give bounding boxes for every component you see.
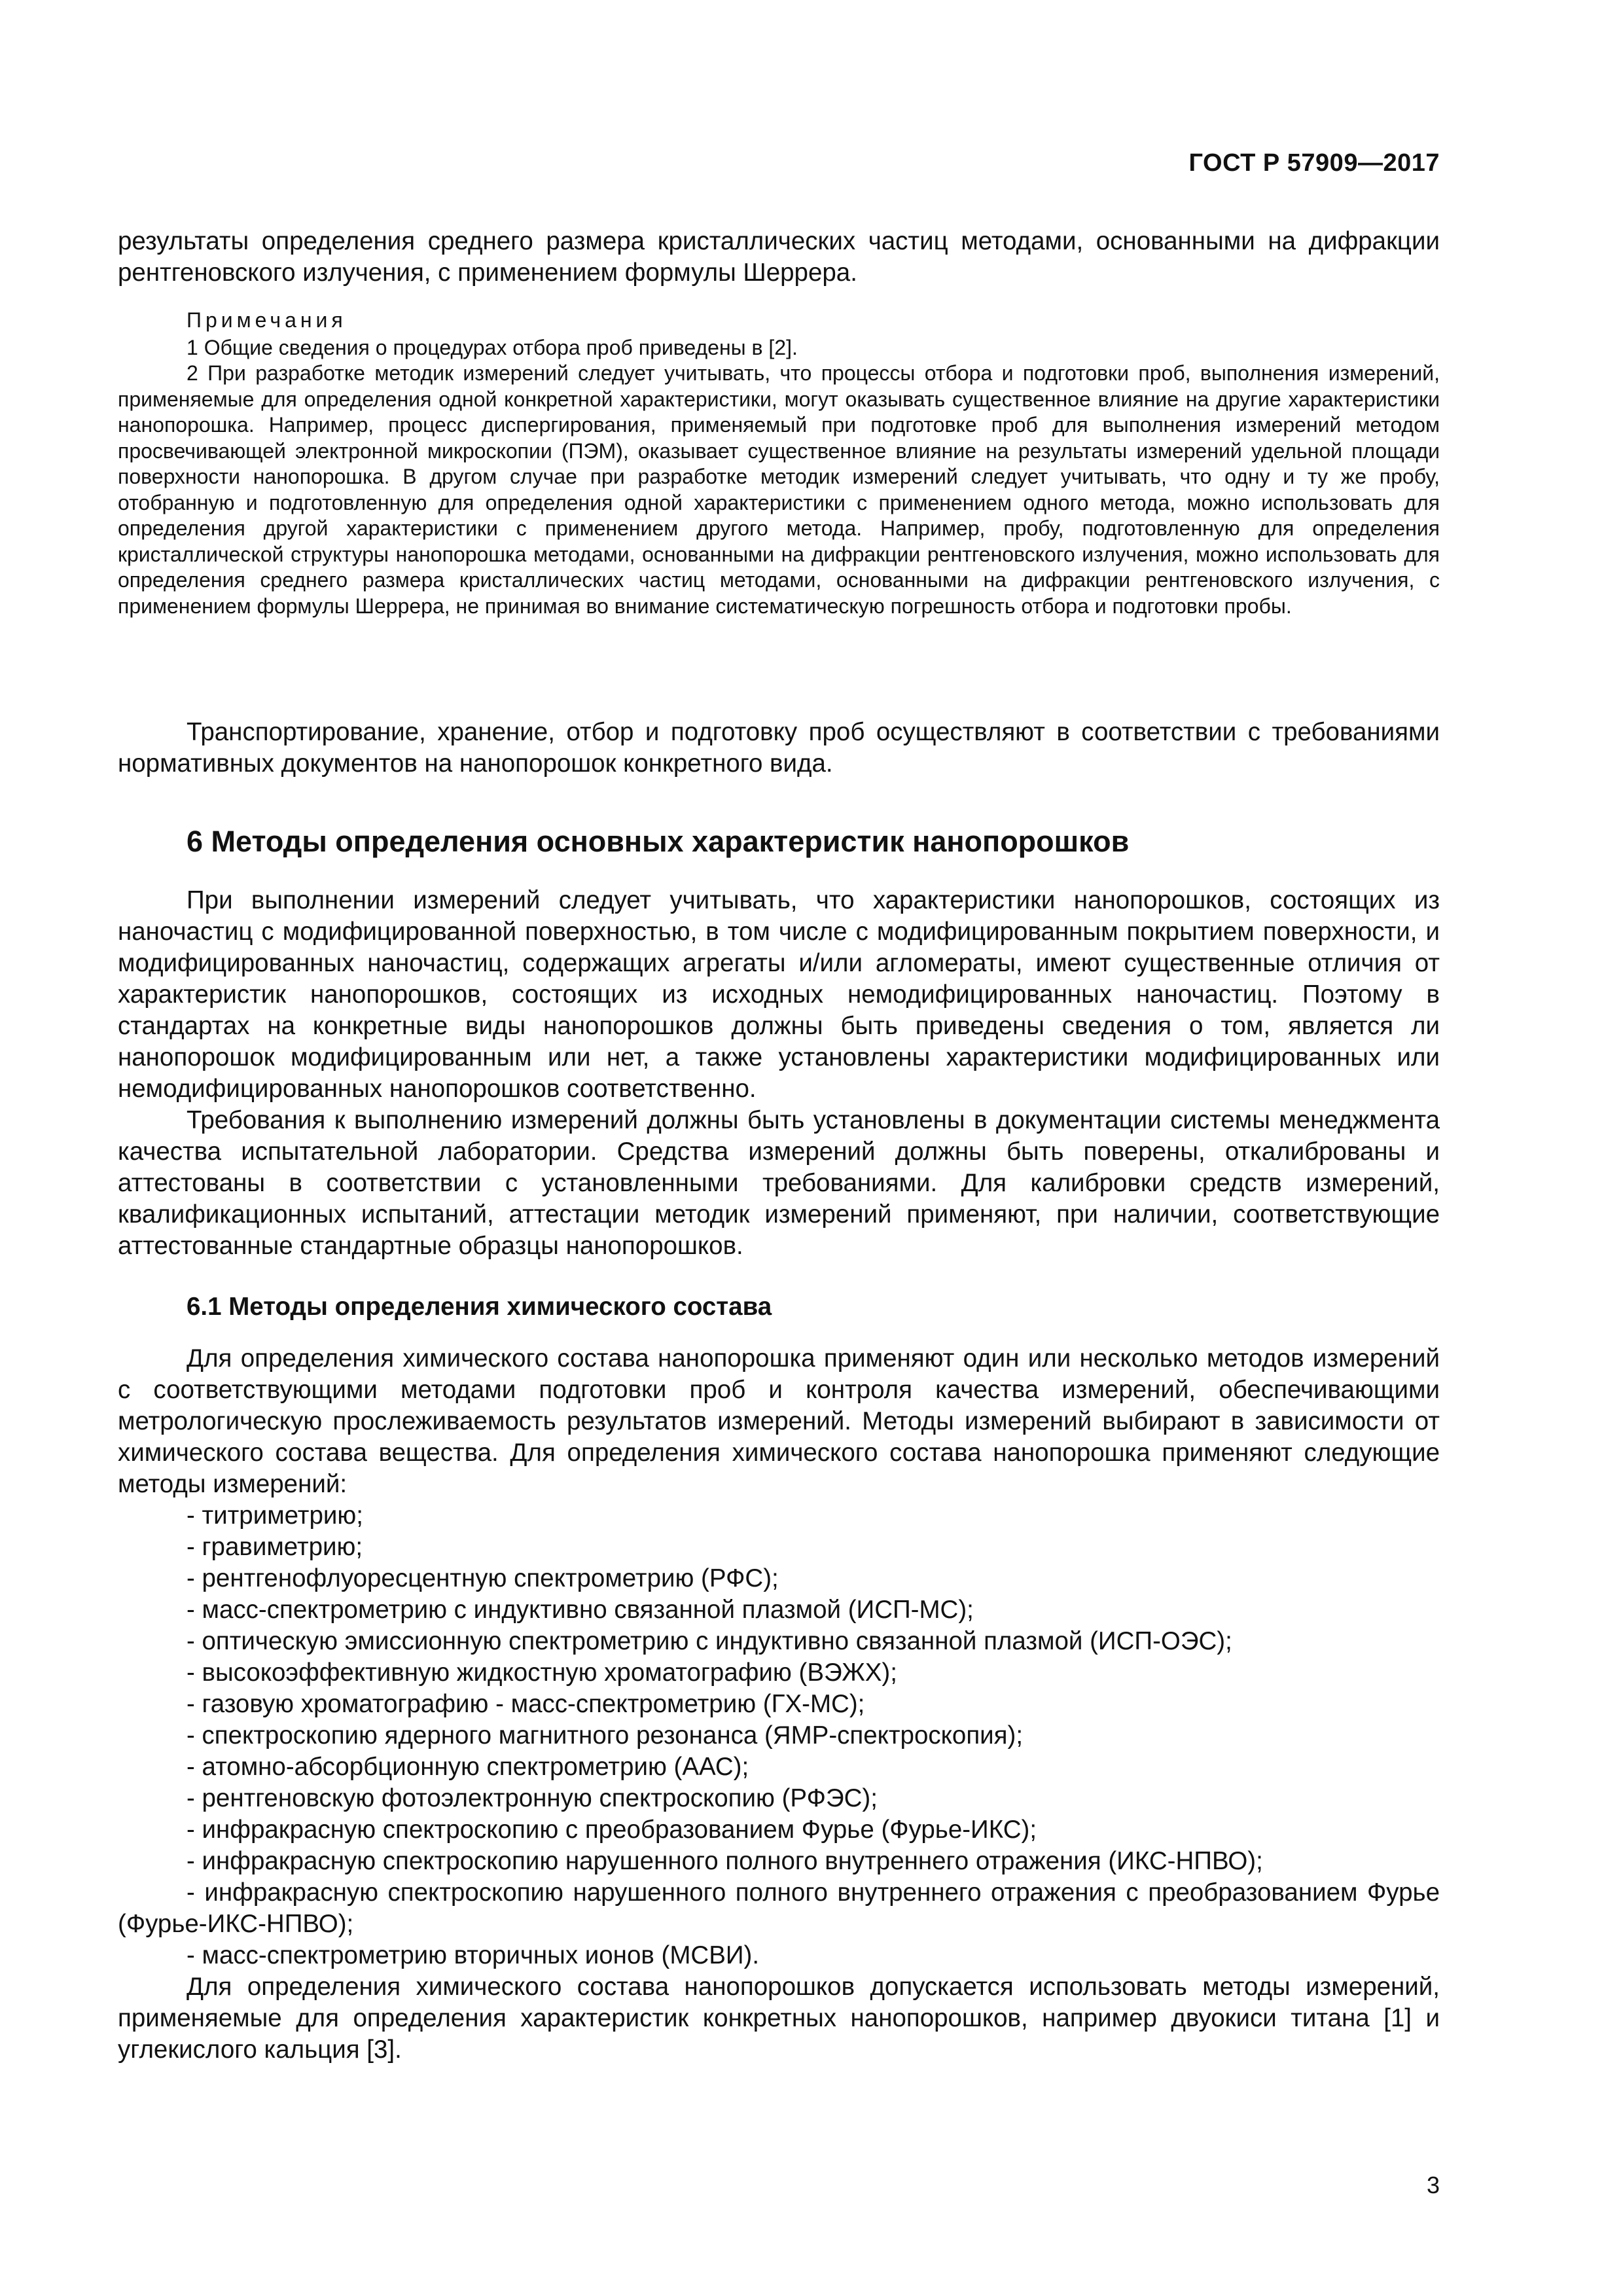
list-item: - инфракрасную спектроскопию нарушенного полного внутреннего отражения (ИКС-НПВО); xyxy=(187,1847,1263,1875)
list-item: - газовую хроматографию - масс-спектрометрию (ГХ-МС); xyxy=(187,1690,865,1718)
list-item: - титриметрию; xyxy=(187,1501,363,1530)
document-code-header: ГОСТ Р 57909—2017 xyxy=(1188,149,1440,177)
section-6-1-heading: 6.1 Методы определения химического состава xyxy=(187,1293,772,1321)
note-item-1: 1 Общие сведения о процедурах отбора проб приведены в [2]. xyxy=(187,335,798,359)
list-item: - инфракрасную спектроскопию с преобразованием Фурье (Фурье-ИКС); xyxy=(187,1816,1037,1844)
transport-paragraph: Транспортирование, хранение, отбор и подготовку проб осуществляют в соответствии с требованиями нормативных документов на нанопорошок конкретного вида. xyxy=(118,718,1440,778)
paragraph-text: результаты определения среднего размера кристаллических частиц методами, основанными на дифракции рентгеновского излучения, с применением формулы Шеррера. xyxy=(118,227,1440,287)
section-6-1-body xyxy=(118,1343,1440,2066)
note-item-2: 2 При разработке методик измерений следует учитывать, что процессы отбора и подготовки проб, выполнения измерений, применяемые для определения одной конкретной характеристики, могут оказывать существенное влияние на другие характеристики нанопорошка. Например, процесс диспергирования, применяемый при подготовке проб для выполнения измерений методом просвечивающей электронной микроскопии (ПЭМ), оказывает существенное влияние на результаты измерений удельной площади поверхности нанопорошка. В другом случае при разработке методик измерений следует учитывать, что одну и ту же пробу, отобранную и подготовленную для определения одной характеристики с применением одного метода, можно использовать для определения другой характеристики с применением другого метода. Например, пробу, подготовленную для определения кристаллической структуры нанопорошка методами, основанными на дифракции рентгеновского излучения, можно использовать для определения среднего размера кристаллических частиц методами, основанными на дифракции рентгеновского излучения, с применением формулы Шеррера, не принимая во внимание систематическую погрешность отбора и подготовки пробы. xyxy=(118,361,1440,618)
section-6-1-closing: Для определения химического состава нанопорошков допускается использовать методы измерений, применяемые для определения характеристик конкретных нанопорошков, например двуокиси титана [1] и углекислого кальция [3]. xyxy=(118,1973,1440,2064)
list-item: - рентгеновскую фотоэлектронную спектроскопию (РФЭС); xyxy=(187,1784,878,1812)
section-6-1-intro: Для определения химического состава нанопорошка применяют один или несколько методов измерений с соответствующими методами подготовки проб и контроля качества измерений, обеспечивающими метрологическую прослеживаемость результатов измерений. Методы измерений выбирают в зависимости от химического состава вещества. Для определения химического состава нанопорошка применяют следующие методы измерений: xyxy=(118,1344,1440,1498)
list-item: - рентгенофлуоресцентную спектрометрию (РФС); xyxy=(187,1564,779,1592)
list-item: - масс-спектрометрию с индуктивно связанной плазмой (ИСП-МС); xyxy=(187,1596,974,1624)
transport-paragraph-block xyxy=(118,717,1440,780)
notes-block xyxy=(118,308,1440,619)
section-6-body xyxy=(118,885,1440,1262)
list-item: - высокоэффективную жидкостную хроматографию (ВЭЖХ); xyxy=(187,1659,897,1687)
document-page xyxy=(118,0,1440,2296)
section-6-paragraph-2: Требования к выполнению измерений должны быть установлены в документации системы менеджмента качества испытательной лаборатории. Средства измерений должны быть поверены, откалиброваны и аттестованы в соответствии с установленными требованиями. Для калибровки средств измерений, квалификационных испытаний, аттестации методик измерений применяют, при наличии, соответствующие аттестованные стандартные образцы нанопорошков. xyxy=(118,1106,1440,1260)
list-item: - спектроскопию ядерного магнитного резонанса (ЯМР-спектроскопия); xyxy=(187,1721,1024,1749)
page-number: 3 xyxy=(1426,2172,1440,2198)
section-6-heading: 6 Методы определения основных характеристик нанопорошков xyxy=(187,825,1130,858)
list-item: - инфракрасную спектроскопию нарушенного полного внутреннего отражения с преобразованием Фурье (Фурье-ИКС-НПВО); xyxy=(118,1878,1440,1938)
section-6-paragraph-1: При выполнении измерений следует учитывать, что характеристики нанопорошков, состоящих из наночастиц с модифицированной поверхностью, в том числе с модифицированным покрытием поверхности, и модифицированных наночастиц, содержащих агрегаты и/или агломераты, имеют существенные отличия от характеристик нанопорошков, состоящих из исходных немодифицированных наночастиц. Поэтому в стандартах на конкретные виды нанопорошков должны быть приведены сведения о том, является ли нанопорошок модифицированным или нет, а также установлены характеристики модифицированных или немодифицированных нанопорошков соответственно. xyxy=(118,886,1440,1103)
list-item: - оптическую эмиссионную спектрометрию с индуктивно связанной плазмой (ИСП-ОЭС); xyxy=(187,1627,1232,1655)
methods-list xyxy=(118,1500,1440,1971)
list-item: - атомно-абсорбционную спектрометрию (ААС); xyxy=(187,1753,749,1781)
list-item: - масс-спектрометрию вторичных ионов (МСВИ). xyxy=(187,1941,760,1969)
list-item: - гравиметрию; xyxy=(187,1533,363,1561)
notes-title: Примечания xyxy=(187,308,347,332)
continued-paragraph xyxy=(118,226,1440,289)
